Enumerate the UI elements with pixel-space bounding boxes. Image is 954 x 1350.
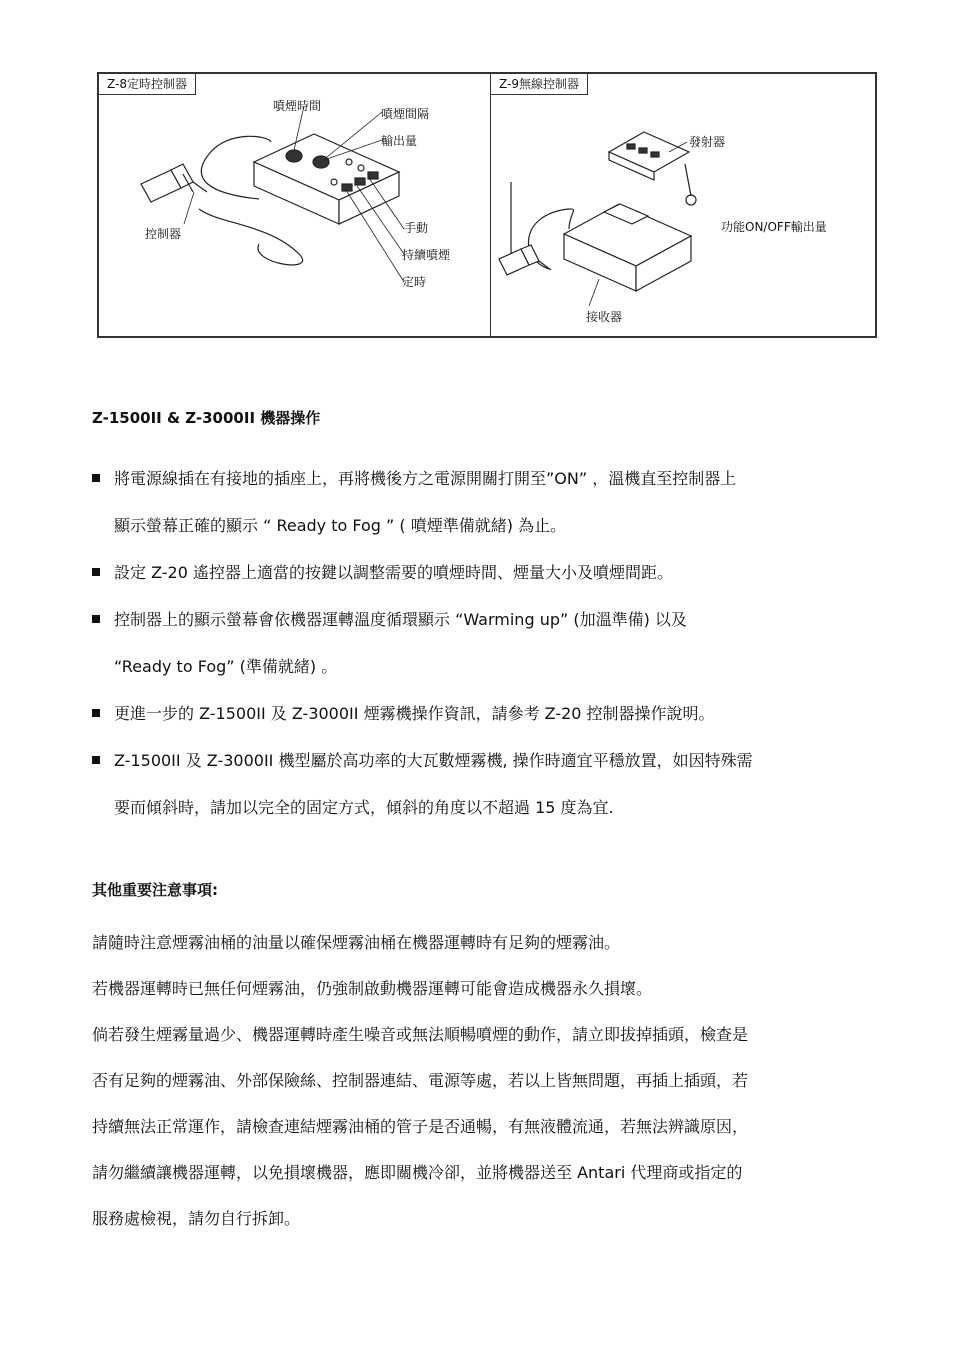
list-item-line: 顯示螢幕正確的顯示 “ Ready to Fog ” ( 噴煙準備就緒) 為止。 xyxy=(114,516,567,535)
controller-diagram xyxy=(97,72,877,338)
bullet-square-icon xyxy=(92,709,100,717)
list-item-line: 控制器上的顯示螢幕會依機器運轉溫度循環顯示 “Warming up” (加溫準備) 以及 xyxy=(114,610,687,629)
notes-line: 否有足夠的煙霧油、外部保險絲、控制器連結、電源等處，若以上皆無問題，再插上插頭，若 xyxy=(92,1071,749,1090)
label-controller: 控制器 xyxy=(145,227,182,241)
z8-panel-title: Z-8定時控制器 xyxy=(99,74,196,95)
list-item xyxy=(92,549,882,596)
list-item-line: 要而傾斜時，請加以完全的固定方式，傾斜的角度以不超過 15 度為宜. xyxy=(114,798,614,817)
operation-heading: Z-1500II & Z-3000II 機器操作 xyxy=(92,409,321,427)
label-function: 功能ON/OFF輸出量 xyxy=(721,220,827,234)
z9-transmitter xyxy=(609,132,696,205)
list-item-line: Z-1500II 及 Z-3000II 機型屬於高功率的大瓦數煙霧機, 操作時適宜平穩放置，如因特殊需 xyxy=(114,751,753,770)
label-timer: 定時 xyxy=(402,275,427,289)
label-continuous: 持續噴煙 xyxy=(402,248,451,262)
z8-plug xyxy=(141,164,207,202)
list-item-line: “Ready to Fog” (準備就緒) 。 xyxy=(114,657,338,676)
z9-plug xyxy=(499,245,551,275)
list-item-line: 更進一步的 Z-1500II 及 Z-3000II 煙霧機操作資訊，請參考 Z-20 控制器操作說明。 xyxy=(114,704,715,723)
list-item xyxy=(92,690,882,737)
notes-heading: 其他重要注意事項: xyxy=(92,881,218,899)
notes-line: 請隨時注意煙霧油桶的油量以確保煙霧油桶在機器運轉時有足夠的煙霧油。 xyxy=(92,933,621,952)
list-item-line: 將電源線插在有接地的插座上，再將機後方之電源開關打開至”ON” ，溫機直至控制器上 xyxy=(114,469,737,488)
notes-line: 持續無法正常運作，請檢查連結煙霧油桶的管子是否通暢，有無液體流通，若無法辨識原因， xyxy=(92,1117,749,1136)
label-transmitter: 發射器 xyxy=(689,135,726,149)
bullet-square-icon xyxy=(92,568,100,576)
bullet-square-icon xyxy=(92,615,100,623)
label-manual: 手動 xyxy=(404,221,429,235)
list-item xyxy=(92,455,882,549)
z9-panel-title: Z-9無線控制器 xyxy=(491,74,588,95)
bullet-square-icon xyxy=(92,756,100,764)
z8-box xyxy=(254,134,399,224)
controller-illustrations xyxy=(99,74,875,336)
notes-body xyxy=(92,920,882,1242)
notes-line: 倘若發生煙霧量過少、機器運轉時產生噪音或無法順暢噴煙的動作，請立即拔掉插頭，檢查是 xyxy=(92,1025,749,1044)
label-output: 輸出量 xyxy=(381,134,418,148)
bullet-square-icon xyxy=(92,474,100,482)
z9-receiver xyxy=(564,204,691,291)
label-receiver: 接收器 xyxy=(586,310,623,324)
list-item-line: 設定 Z-20 遙控器上適當的按鍵以調整需要的噴煙時間、煙量大小及噴煙間距。 xyxy=(114,563,673,582)
list-item xyxy=(92,737,882,831)
label-spray-time: 噴煙時間 xyxy=(273,99,322,113)
operation-list xyxy=(92,455,882,831)
notes-line: 若機器運轉時已無任何煙霧油，仍強制啟動機器運轉可能會造成機器永久損壞。 xyxy=(92,979,653,998)
list-item xyxy=(92,596,882,690)
notes-line: 服務處檢視，請勿自行拆卸。 xyxy=(92,1209,301,1228)
notes-line: 請勿繼續讓機器運轉，以免損壞機器，應即關機冷卻，並將機器送至 Antari 代理商或指定的 xyxy=(92,1163,743,1182)
label-spray-interval: 噴煙間隔 xyxy=(381,107,430,121)
